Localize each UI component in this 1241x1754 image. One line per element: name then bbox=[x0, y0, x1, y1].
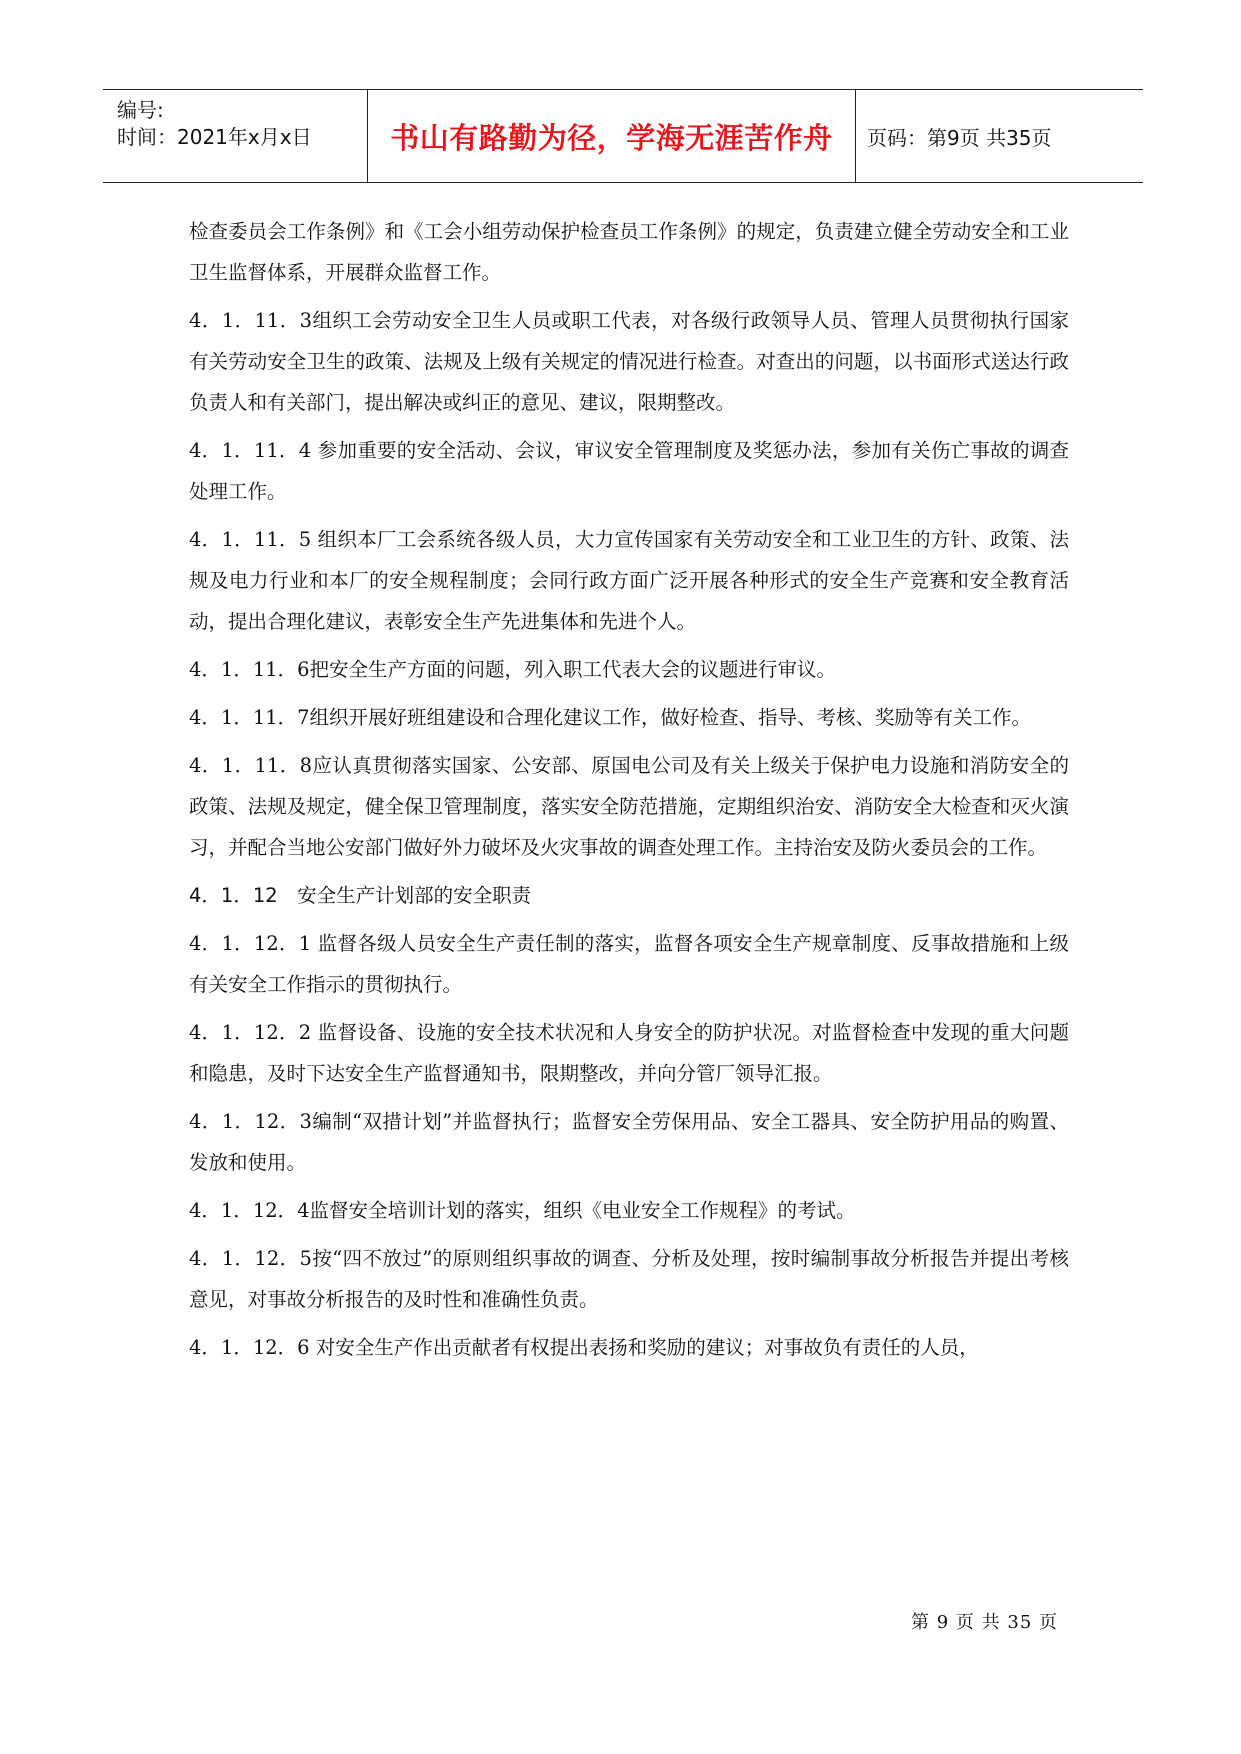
paragraph: 检查委员会工作条例》和《工会小组劳动保护检查员工作条例》的规定，负责建立健全劳动安全和工业卫生监督体系，开展群众监督工作。 bbox=[189, 220, 1069, 284]
page-footer: 第 9 页 共 35 页 bbox=[911, 1612, 1058, 1633]
paragraph: 4．1．12．3编制“双措计划”并监督执行；监督安全劳保用品、安全工器具、安全防护用品的购置、发放和使用。 bbox=[189, 1110, 1069, 1174]
header-info bbox=[117, 90, 367, 182]
paragraph: 4．1．11．7组织开展好班组建设和合理化建议工作，做好检查、指导、考核、奖励等有关工作。 bbox=[189, 706, 1032, 729]
paragraph: 4．1．12．2 监督设备、设施的安全技术状况和人身安全的防护状况。对监督检查中发现的重大问题和隐患，及时下达安全生产监督通知书，限期整改，并向分管厂领导汇报。 bbox=[189, 1021, 1069, 1085]
paragraph: 4．1．12．5按“四不放过”的原则组织事故的调查、分析及处理，按时编制事故分析报告并提出考核意见，对事故分析报告的及时性和准确性负责。 bbox=[189, 1247, 1069, 1311]
page-header bbox=[103, 89, 1143, 183]
header-motto: 书山有路勤为径，学海无涯苦作舟 bbox=[367, 90, 856, 182]
header-page-code: 页码：第9页 共35页 bbox=[867, 125, 1052, 150]
section-heading: 4．1．12 安全生产计划部的安全职责 bbox=[189, 884, 532, 907]
document-body bbox=[189, 211, 1069, 1375]
paragraph: 4．1．12．4监督安全培训计划的落实，组织《电业安全工作规程》的考试。 bbox=[189, 1199, 856, 1222]
paragraph: 4．1．11．8应认真贯彻落实国家、公安部、原国电公司及有关上级关于保护电力设施和消防安全的政策、法规及规定，健全保卫管理制度，落实安全防范措施，定期组织治安、消防安全大检查和灭火演习，并配合当地公安部门做好外力破坏及火灾事故的调查处理工作。主持治安及防火委员会的工作。 bbox=[189, 754, 1069, 859]
paragraph: 4．1．11．5 组织本厂工会系统各级人员，大力宣传国家有关劳动安全和工业卫生的方针、政策、法规及电力行业和本厂的安全规程制度；会同行政方面广泛开展各种形式的安全生产竞赛和安全教育活动，提出合理化建议，表彰安全生产先进集体和先进个人。 bbox=[189, 528, 1069, 633]
paragraph: 4．1．12．6 对安全生产作出贡献者有权提出表扬和奖励的建议；对事故负有责任的人员， bbox=[189, 1336, 979, 1359]
paragraph: 4．1．12．1 监督各级人员安全生产责任制的落实，监督各项安全生产规章制度、反事故措施和上级有关安全工作指示的贯彻执行。 bbox=[189, 932, 1069, 996]
paragraph: 4．1．11．3组织工会劳动安全卫生人员或职工代表，对各级行政领导人员、管理人员贯彻执行国家有关劳动安全卫生的政策、法规及上级有关规定的情况进行检查。对查出的问题，以书面形式送达行政负责人和有关部门，提出解决或纠正的意见、建议，限期整改。 bbox=[189, 309, 1069, 414]
paragraph: 4．1．11．4 参加重要的安全活动、会议，审议安全管理制度及奖惩办法，参加有关伤亡事故的调查处理工作。 bbox=[189, 439, 1069, 503]
document-number-label: 编号: bbox=[117, 98, 164, 122]
paragraph: 4．1．11．6把安全生产方面的问题，列入职工代表大会的议题进行审议。 bbox=[189, 658, 837, 681]
document-time-label: 时间：2021年x月x日 bbox=[117, 125, 312, 149]
